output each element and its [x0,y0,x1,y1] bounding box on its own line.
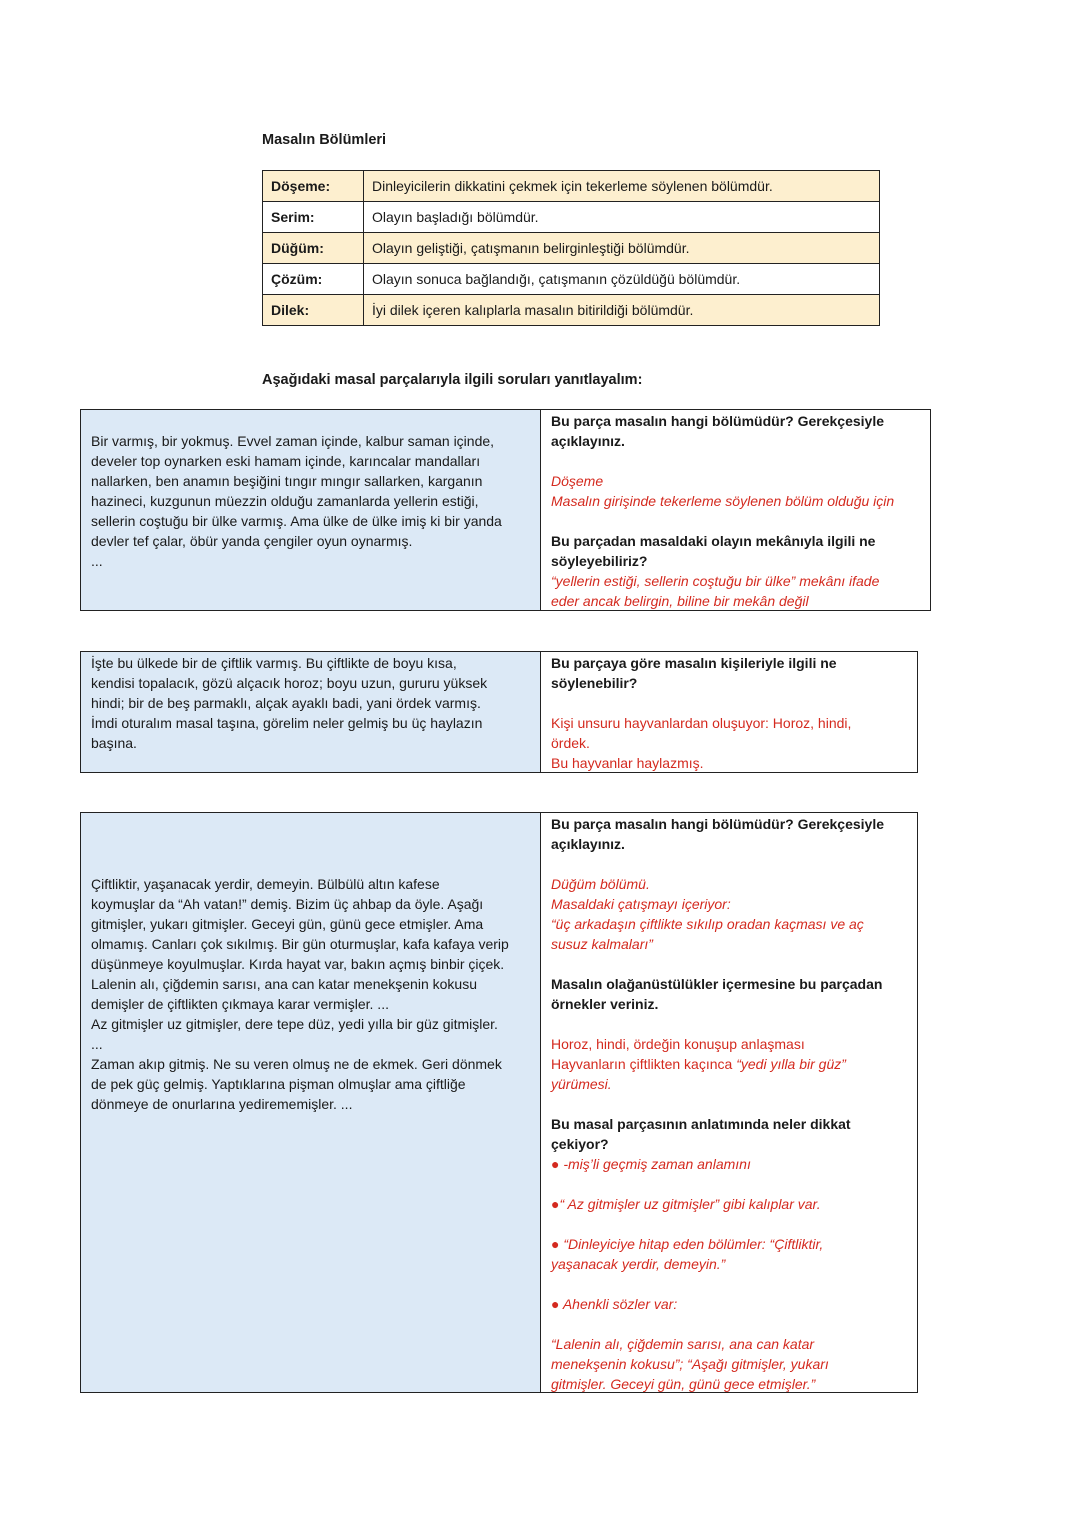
passage-line: İmdi oturalım masal taşına, görelim neler gelmiş bu üç haylazın [91,715,483,731]
passage-line: develer top oynarken eski hamam içinde, karıncalar mandalları [91,453,481,469]
passage-line: hindi; bir de beş parmaklı, alçak ayaklı badi, yani ördek varmış. [91,695,481,711]
table-row [263,202,880,233]
answer: Masaldaki çatışmayı içeriyor: [551,896,731,912]
questions-panel [541,813,917,1392]
bullet-item: ● Ahenkli sözler var: [551,1296,678,1312]
question: açıklayınız. [551,836,625,852]
answer-text: Hayvanların çiftlikten kaçınca [551,1056,737,1072]
passage-line: Çiftliktir, yaşanacak yerdir, demeyin. Bülbülü altın kafese [91,876,440,892]
passage-line: gitmişler, yukarı gitmişler. Geceyi gün, günü gece etmişler. Ama [91,916,484,932]
answer [551,1054,907,1074]
passage-line: Zaman akıp gitmiş. Ne su veren olmuş ne de ekmek. Geri dönmek [91,1056,502,1072]
table-row [263,233,880,264]
answer: Düğüm bölümü. [551,876,650,892]
answer: Masalın girişinde tekerleme söylenen bölüm olduğu için [551,493,895,509]
passage-line: koymuşlar da “Ah vatan!” demiş. Bizim üç ahbap da öyle. Aşağı [91,896,484,912]
answer: Kişi unsuru hayvanlardan oluşuyor: Horoz, hindi, [551,715,852,731]
bullet-item: ● “Dinleyiciye hitap eden bölümler: “Çiftliktir, [551,1236,824,1252]
definition-cell: Dinleyicilerin dikkatini çekmek için tekerleme söylenen bölümdür. [364,171,880,202]
passage-line: kendisi topalacık, gözü alçacık horoz; boyu uzun, gururu yüksek [91,675,488,691]
bullet-item: “Lalenin alı, çiğdemin sarısı, ana can katar [551,1336,815,1352]
passage-text [81,813,541,1392]
passage-line: sellerin coştuğu bir ülke varmış. Ama ülke de ülke imiş ki bir yanda [91,513,502,529]
passage-line: İşte bu ülkede bir de çiftlik varmış. Bu çiftlikte de boyu kısa, [91,655,457,671]
answer: ördek. [551,735,590,751]
answer: Horoz, hindi, ördeğin konuşup anlaşması [551,1036,805,1052]
question: Bu parça masalın hangi bölümüdür? Gerekçesiyle [551,816,884,832]
answer: Döşeme [551,473,604,489]
answer: “yellerin estiği, sellerin coştuğu bir ülke” mekânı ifade [551,573,880,589]
passage-line: başına. [91,735,137,751]
questions-panel [541,652,917,772]
question: açıklayınız. [551,433,625,449]
questions-panel [541,410,930,610]
bullet-item: gitmişler. Geceyi gün, günü gece etmişler.” [551,1376,816,1392]
definition-cell: İyi dilek içeren kalıplarla masalın bitirildiği bölümdür. [364,295,880,326]
definition-cell: Olayın sonuca bağlandığı, çatışmanın çözüldüğü bölümdür. [364,264,880,295]
answer-quote: “yedi yılla bir güz” [736,1056,846,1072]
question: örnekler veriniz. [551,996,659,1012]
passage-block-2 [80,651,918,773]
question: söylenebilir? [551,675,638,691]
sections-table [262,170,880,326]
passage-line: Bir varmış, bir yokmuş. Evvel zaman içinde, kalbur saman içinde, [91,433,495,449]
passage-line: Lalenin alı, çiğdemin sarısı, ana can katar menekşenin kokusu [91,976,477,992]
question: Bu parçadan masaldaki olayın mekânıyla ilgili ne [551,533,876,549]
answer: susuz kalmaları” [551,936,653,952]
table-row [263,171,880,202]
table-row [263,295,880,326]
bullet-item: menekşenin kokusu”; “Aşağı gitmişler, yukarı [551,1356,829,1372]
term-cell: Çözüm: [263,264,364,295]
passage-line: ... [91,553,103,569]
passage-block-3 [80,812,918,1393]
passage-line: Az gitmişler uz gitmişler, dere tepe düz, yedi yılla bir güz gitmişler. [91,1016,498,1032]
passage-text [81,410,541,610]
term-cell: Serim: [263,202,364,233]
passage-line: demişler de çiftlikten çıkmaya karar vermişler. ... [91,996,389,1012]
definition-cell: Olayın geliştiği, çatışmanın belirginleştiği bölümdür. [364,233,880,264]
definition-cell: Olayın başladığı bölümdür. [364,202,880,233]
passage-line: düşünmeye koyulmuşlar. Kırda hayat var, bakın açmış binbir çiçek. [91,956,505,972]
passage-line: hazineci, kuzgunun müezzin olduğu zamanlarda yellerin estiği, [91,493,479,509]
question: Masalın olağanüstülükler içermesine bu parçadan [551,976,883,992]
answer: “üç arkadaşın çiftlikte sıkılıp oradan kaçması ve aç [551,916,864,932]
question: Bu parçaya göre masalın kişileriyle ilgili ne [551,655,837,671]
passage-line: devler tef çalar, öbür yanda çengiler oyun oynarmış. [91,533,413,549]
passage-text [81,652,541,772]
table-row [263,264,880,295]
bullet-item: ● -miş’li geçmiş zaman anlamını [551,1156,751,1172]
passage-line: nallarken, ben anamın beşiğini tıngır mıngır sallarken, karganın [91,473,483,489]
instruction-heading: Aşağıdaki masal parçalarıyla ilgili soruları yanıtlayalım: [262,372,643,388]
question: Bu masal parçasının anlatımında neler dikkat [551,1116,851,1132]
bullet-item: ●“ Az gitmişler uz gitmişler” gibi kalıplar var. [551,1196,821,1212]
passage-line: ... [91,1036,103,1052]
passage-line: dönmeye de onurlarına yedirememişler. ... [91,1096,353,1112]
term-cell: Döşeme: [263,171,364,202]
answer: yürümesi. [551,1076,612,1092]
term-cell: Düğüm: [263,233,364,264]
passage-block-1 [80,409,931,611]
question: söyleyebiliriz? [551,553,648,569]
term-cell: Dilek: [263,295,364,326]
answer: Bu hayvanlar haylazmış. [551,755,704,771]
question: çekiyor? [551,1136,609,1152]
page-title: Masalın Bölümleri [262,132,387,148]
question: Bu parça masalın hangi bölümüdür? Gerekçesiyle [551,413,884,429]
bullet-item: yaşanacak yerdir, demeyin.” [551,1256,726,1272]
passage-line: olmamış. Canları çok sıkılmış. Bir gün oturmuşlar, kafa kafaya verip [91,936,509,952]
passage-line: de pek güç gelmiş. Yaptıklarına pişman olmuşlar ama çiftliğe [91,1076,466,1092]
answer: eder ancak belirgin, biline bir mekân değil [551,593,809,609]
